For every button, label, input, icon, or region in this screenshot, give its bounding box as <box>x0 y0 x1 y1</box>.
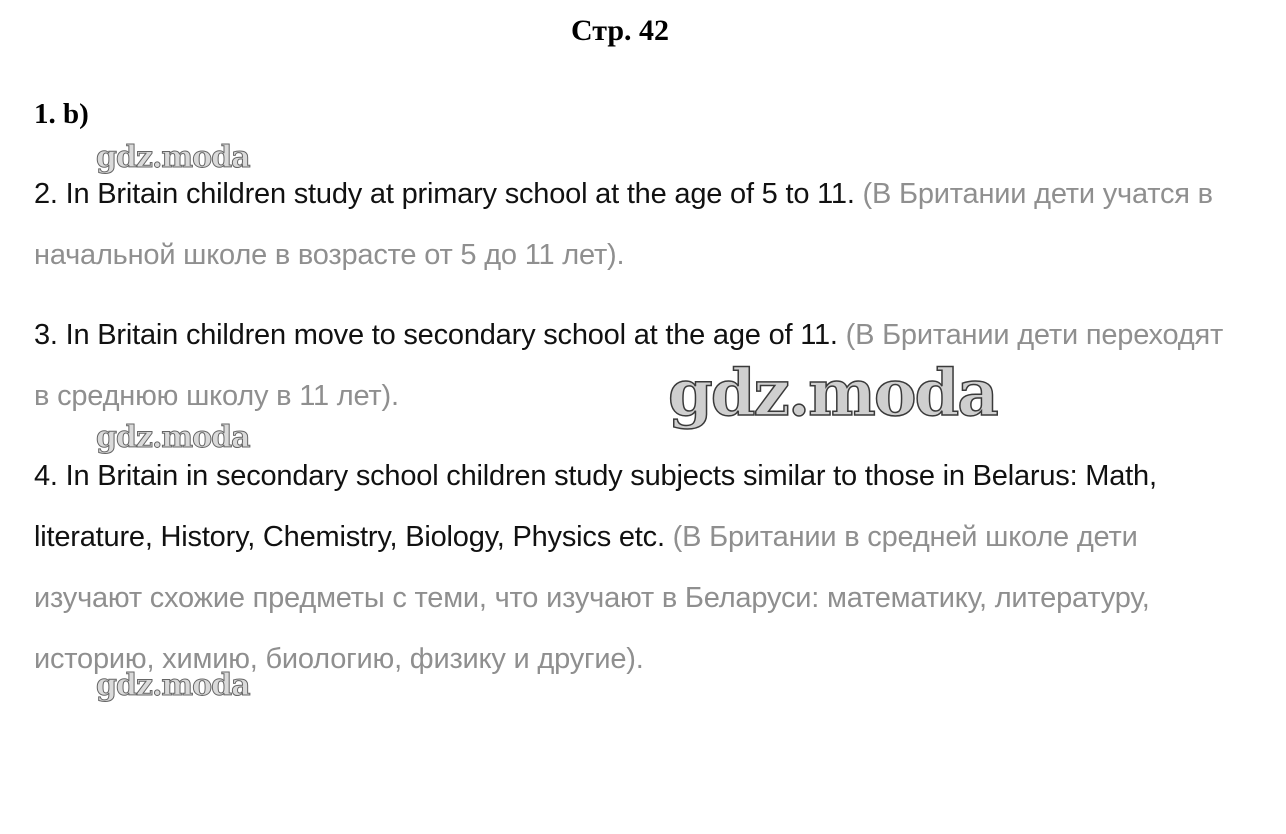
answer-item-4 <box>34 446 1234 690</box>
answer-item-2 <box>34 164 1234 286</box>
watermark-small: gdz.moda <box>96 668 250 703</box>
answer-item-3 <box>34 305 1234 427</box>
answer-item-3-english: 3. In Britain children move to secondary school at the age of 11. <box>34 319 838 351</box>
watermark-small: gdz.moda <box>96 140 250 175</box>
answer-item-2-russian: (В Британии дети учатся в начальной школе в возрасте от 5 до 11 лет). <box>34 178 1213 271</box>
watermark-large: gdz.moda <box>668 356 997 431</box>
answer-item-2-english: 2. In Britain children study at primary school at the age of 5 to 11. <box>34 178 855 210</box>
page-title: Стр. 42 <box>570 14 670 47</box>
watermark-small: gdz.moda <box>96 420 250 455</box>
answer-item-3-russian: (В Британии дети переходят в среднюю школу в 11 лет). <box>34 319 1224 412</box>
answer-item-4-english: 4. In Britain in secondary school children study subjects similar to those in Belarus: Math, literature, History, Chemistry, Biology, Physics etc. <box>34 460 1157 553</box>
task-label: 1. b) <box>34 98 89 130</box>
answer-item-4-russian: (В Британии в средней школе дети изучают схожие предметы с теми, что изучают в Беларуси: математику, литературу, историю, химию, биологию, физику и другие). <box>34 521 1150 675</box>
